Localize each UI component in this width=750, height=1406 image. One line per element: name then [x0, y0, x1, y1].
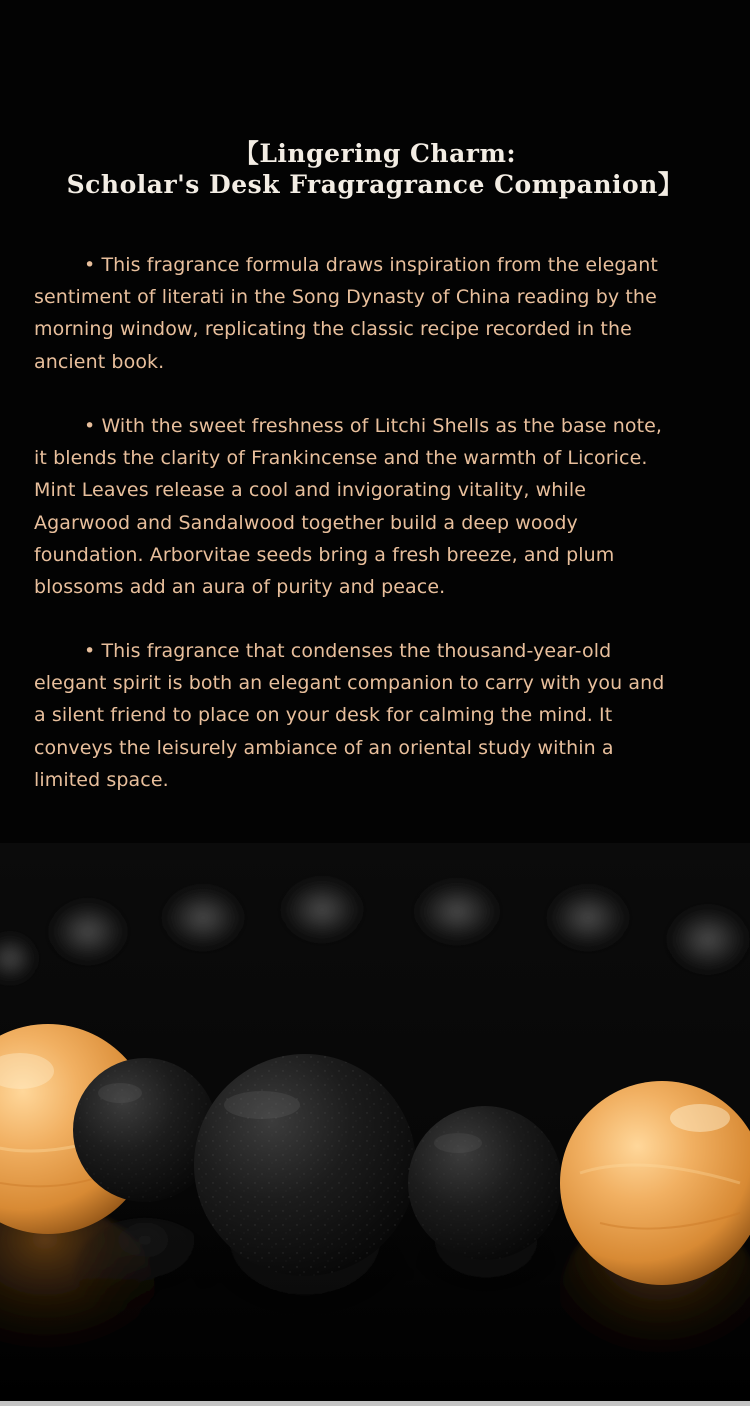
paragraph-usage	[34, 635, 724, 796]
paragraph-line: conveys the leisurely ambiance of an oriental study within a	[34, 736, 614, 759]
product-photo-beads	[0, 843, 750, 1406]
black-bead-large-center	[194, 1054, 416, 1276]
section-title	[0, 138, 750, 200]
paragraph-line: Agarwood and Sandalwood together build a deep woody	[34, 511, 578, 534]
title-line-2: Scholar's Desk Fragragrance Companion】	[66, 170, 684, 199]
paragraph-line: • This fragrance formula draws inspiration from the elegant	[84, 254, 658, 276]
bead-bracelet-illustration	[0, 843, 750, 1406]
paragraph-line: blossoms add an aura of purity and peace.	[34, 576, 446, 599]
paragraph-line: Mint Leaves release a cool and invigorating vitality, while	[34, 479, 586, 502]
paragraph-line: • This fragrance that condenses the thousand-year-old	[84, 640, 612, 662]
paragraph-ingredients	[34, 410, 724, 603]
paragraph-line: limited space.	[34, 768, 169, 791]
paragraph-line: foundation. Arborvitae seeds bring a fresh breeze, and plum	[34, 543, 615, 566]
paragraph-line: morning window, replicating the classic recipe recorded in the	[34, 318, 632, 341]
title-line-1: 【Lingering Charm:	[233, 139, 517, 168]
paragraph-line: it blends the clarity of Frankincense and the warmth of Licorice.	[34, 447, 648, 470]
paragraph-line: ancient book.	[34, 350, 165, 373]
paragraph-line: elegant spirit is both an elegant companion to carry with you and	[34, 672, 665, 695]
paragraph-inspiration	[34, 249, 724, 378]
paragraph-line: • With the sweet freshness of Litchi Shells as the base note,	[84, 415, 663, 437]
paragraph-line: sentiment of literati in the Song Dynasty of China reading by the	[34, 286, 657, 309]
black-bead-small-right	[408, 1106, 562, 1260]
paragraph-line: a silent friend to place on your desk for calming the mind. It	[34, 704, 613, 727]
photo-bottom-border	[0, 1401, 750, 1406]
